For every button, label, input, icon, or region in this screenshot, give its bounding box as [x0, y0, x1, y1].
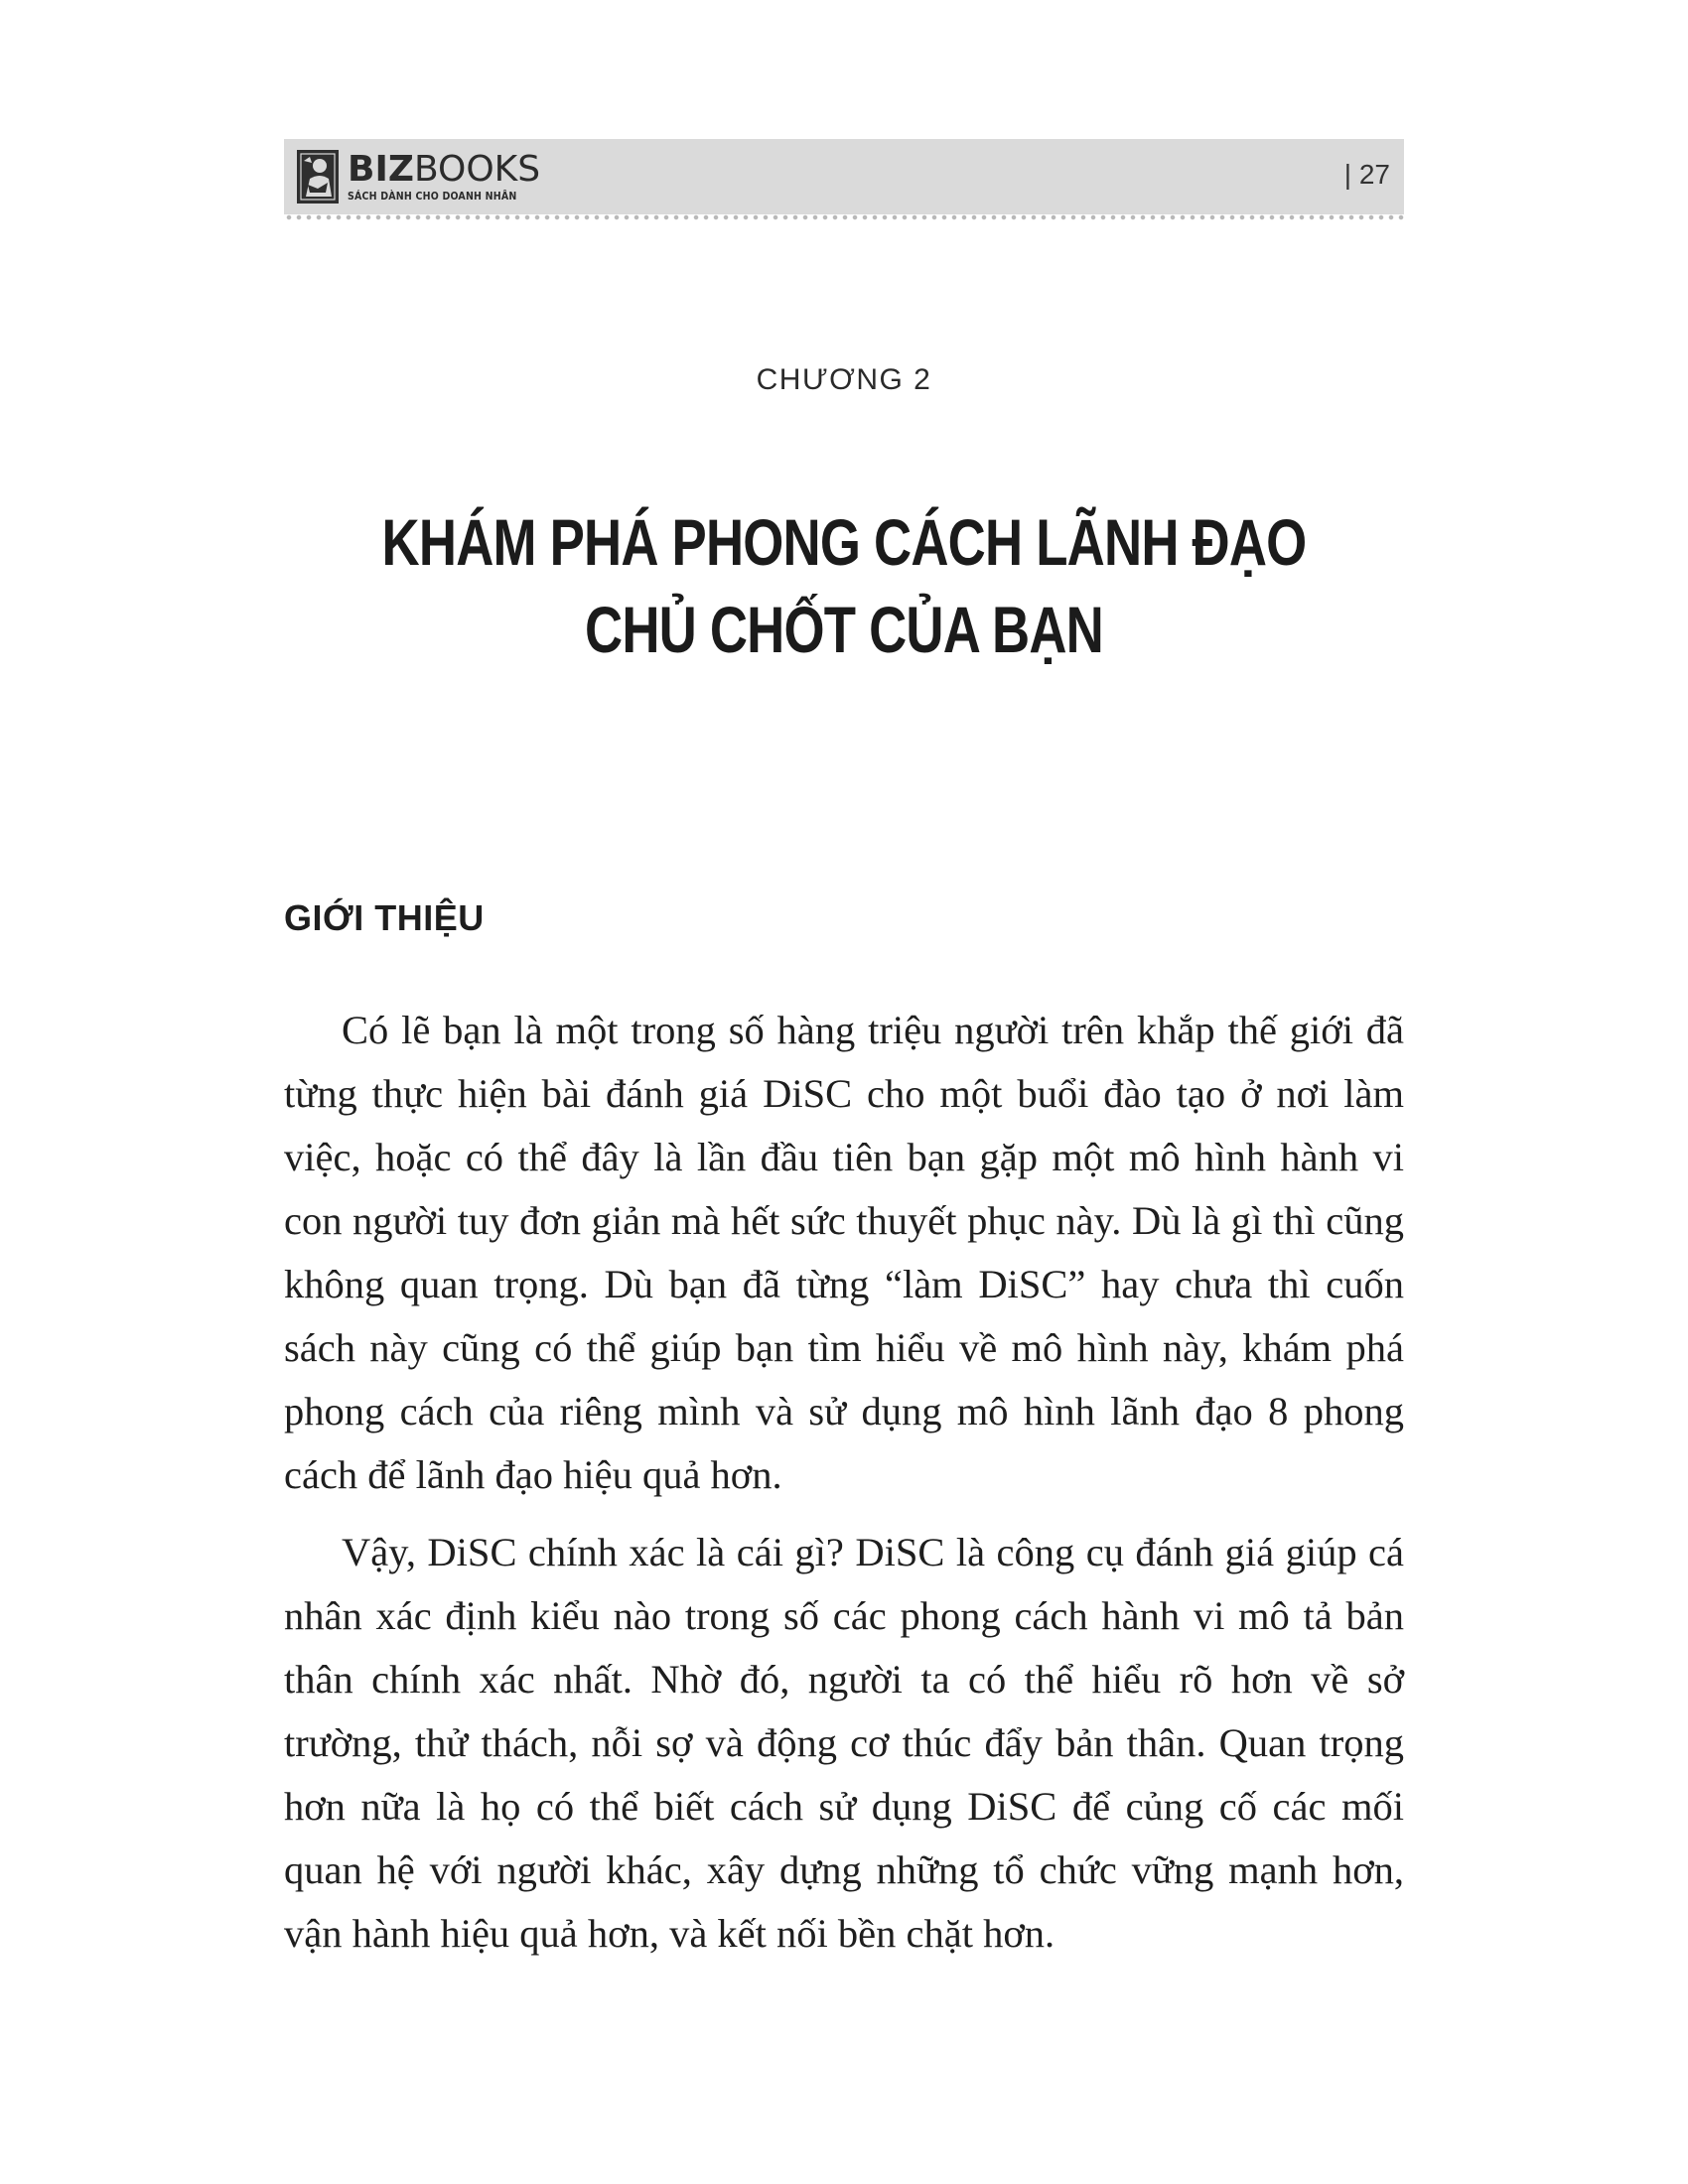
logo-tagline: SÁCH DÀNH CHO DOANH NHÂN [348, 190, 517, 203]
section-heading: GIỚI THIỆU [284, 897, 485, 938]
reader-emblem-icon [296, 149, 340, 205]
body-paragraph: Có lẽ bạn là một trong số hàng triệu người trên khắp thế giới đã từng thực hiện bài đánh giá DiSC cho một buổi đào tạo ở nơi làm việc, hoặc có thể đây là lần đầu tiên bạn gặp một mô hình hành vi con người tuy đơn giản mà hết sức thuyết phục này. Dù là gì thì cũng không quan trọng. Dù bạn đã từng “làm DiSC” hay chưa thì cuốn sách này cũng có thể giúp bạn tìm hiểu về mô hình này, khám phá phong cách của riêng mình và sử dụng mô hình lãnh đạo 8 phong cách để lãnh đạo hiệu quả hơn. [284, 1008, 1404, 1497]
chapter-title [169, 498, 1519, 673]
chapter-label: CHƯƠNG 2 [756, 363, 932, 396]
chapter-title-line: KHÁM PHÁ PHONG CÁCH LÃNH ĐẠO [381, 505, 1307, 579]
body-paragraph: Vậy, DiSC chính xác là cái gì? DiSC là công cụ đánh giá giúp cá nhân xác định kiểu nào trong số các phong cách hành vi mô tả bản thân chính xác nhất. Nhờ đó, người ta có thể hiểu rõ hơn về sở trường, thử thách, nỗi sợ và động cơ thúc đẩy bản thân. Quan trọng hơn nữa là họ có thể biết cách sử dụng DiSC để củng cố các mối quan hệ với người khác, xây dựng những tổ chức vững mạnh hơn, vận hành hiệu quả hơn, và kết nối bền chặt hơn. [284, 1530, 1404, 1956]
chapter-title-line: CHỦ CHỐT CỦA BẠN [584, 593, 1103, 666]
logo-wordmark: BIZBOOKS [348, 148, 541, 190]
running-header [284, 139, 1404, 214]
page-number: | 27 [1343, 159, 1390, 190]
bizbooks-logo [296, 147, 540, 206]
